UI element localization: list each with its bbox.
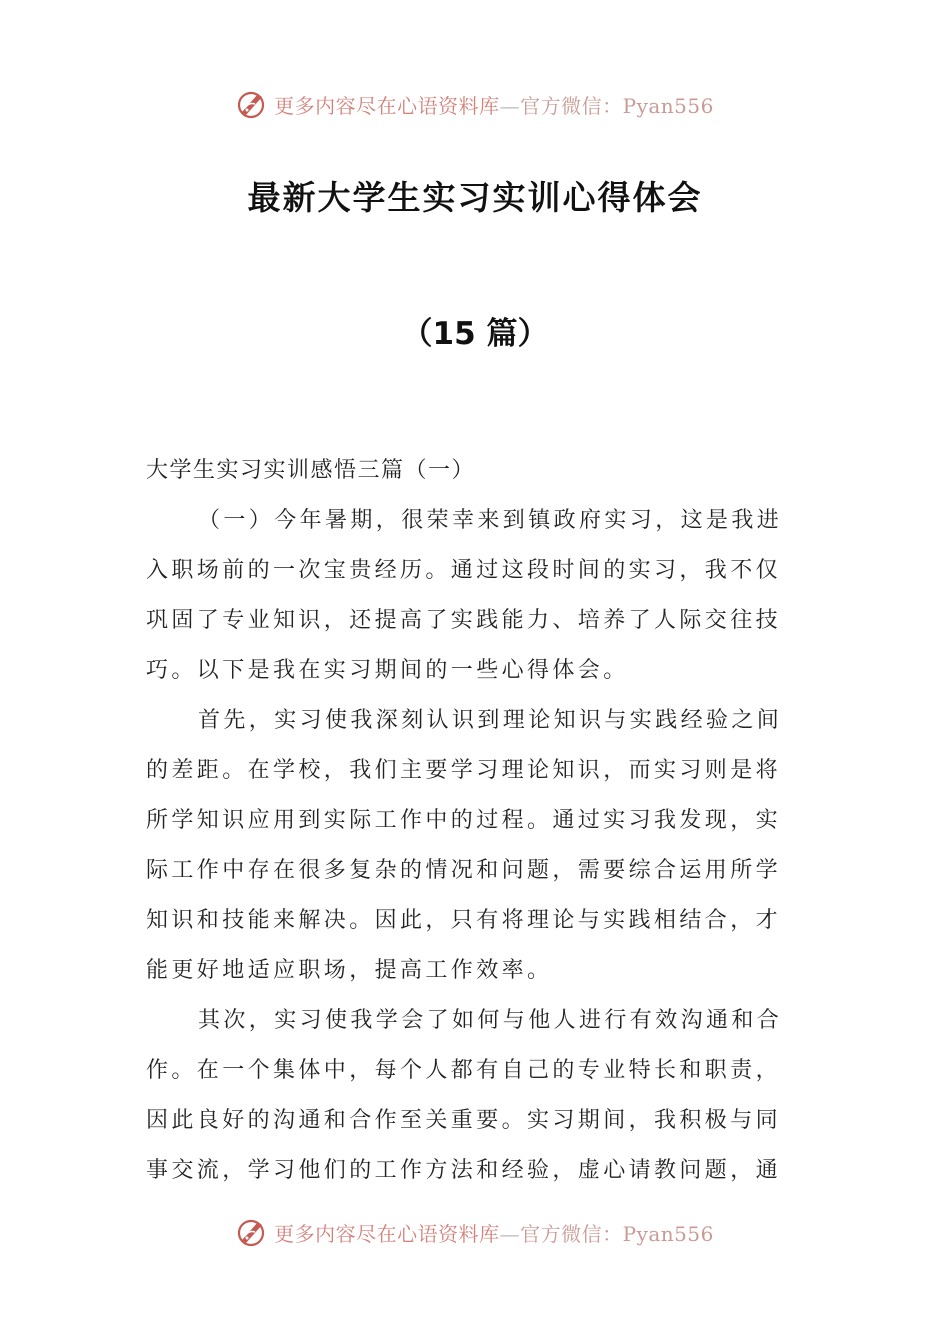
banner-text	[274, 1218, 714, 1247]
document-title: 最新大学生实习实训心得体会	[247, 178, 703, 217]
text-line: 其次，实习使我学会了如何与他人进行有效沟通和合	[198, 1008, 783, 1033]
banner-wechat-text: 官方微信：Pyan556	[520, 1221, 714, 1246]
header-watermark-banner	[0, 84, 950, 124]
text-line: 入职场前的一次宝贵经历。通过这段时间的实习，我不仅	[146, 558, 782, 583]
text-line: （一）今年暑期，很荣幸来到镇政府实习，这是我进	[198, 508, 783, 533]
document-body	[146, 446, 806, 1196]
pen-logo-icon	[236, 88, 268, 120]
banner-dash: —	[499, 1221, 521, 1246]
text-line: 因此良好的沟通和合作至关重要。实习期间，我积极与同	[146, 1108, 782, 1133]
banner-site-text: 更多内容尽在心语资料库	[274, 93, 500, 118]
footer-watermark-banner	[0, 1212, 950, 1252]
text-line: 首先，实习使我深刻认识到理论知识与实践经验之间	[198, 708, 783, 733]
banner-site-text: 更多内容尽在心语资料库	[274, 1221, 500, 1246]
text-line: 际工作中存在很多复杂的情况和问题，需要综合运用所学	[146, 858, 782, 883]
text-line: 知识和技能来解决。因此，只有将理论与实践相结合，才	[146, 908, 782, 933]
banner-dash: —	[499, 93, 521, 118]
banner-text	[274, 90, 714, 119]
text-line: 事交流，学习他们的工作方法和经验，虚心请教问题，通	[146, 1158, 782, 1183]
banner-wechat-text: 官方微信：Pyan556	[520, 93, 714, 118]
text-line: 的差距。在学校，我们主要学习理论知识，而实习则是将	[146, 758, 782, 783]
document-subtitle: （15 篇）	[401, 316, 549, 352]
text-line: 所学知识应用到实际工作中的过程。通过实习我发现，实	[146, 808, 782, 833]
text-line: 作。在一个集体中，每个人都有自己的专业特长和职责，	[146, 1058, 782, 1083]
text-line: 巧。以下是我在实习期间的一些心得体会。	[146, 658, 629, 683]
text-line: 能更好地适应职场，提高工作效率。	[146, 958, 553, 983]
pen-logo-icon	[236, 1216, 268, 1248]
section-heading: 大学生实习实训感悟三篇（一）	[146, 458, 476, 483]
text-line: 巩固了专业知识，还提高了实践能力、培养了人际交往技	[146, 608, 782, 633]
